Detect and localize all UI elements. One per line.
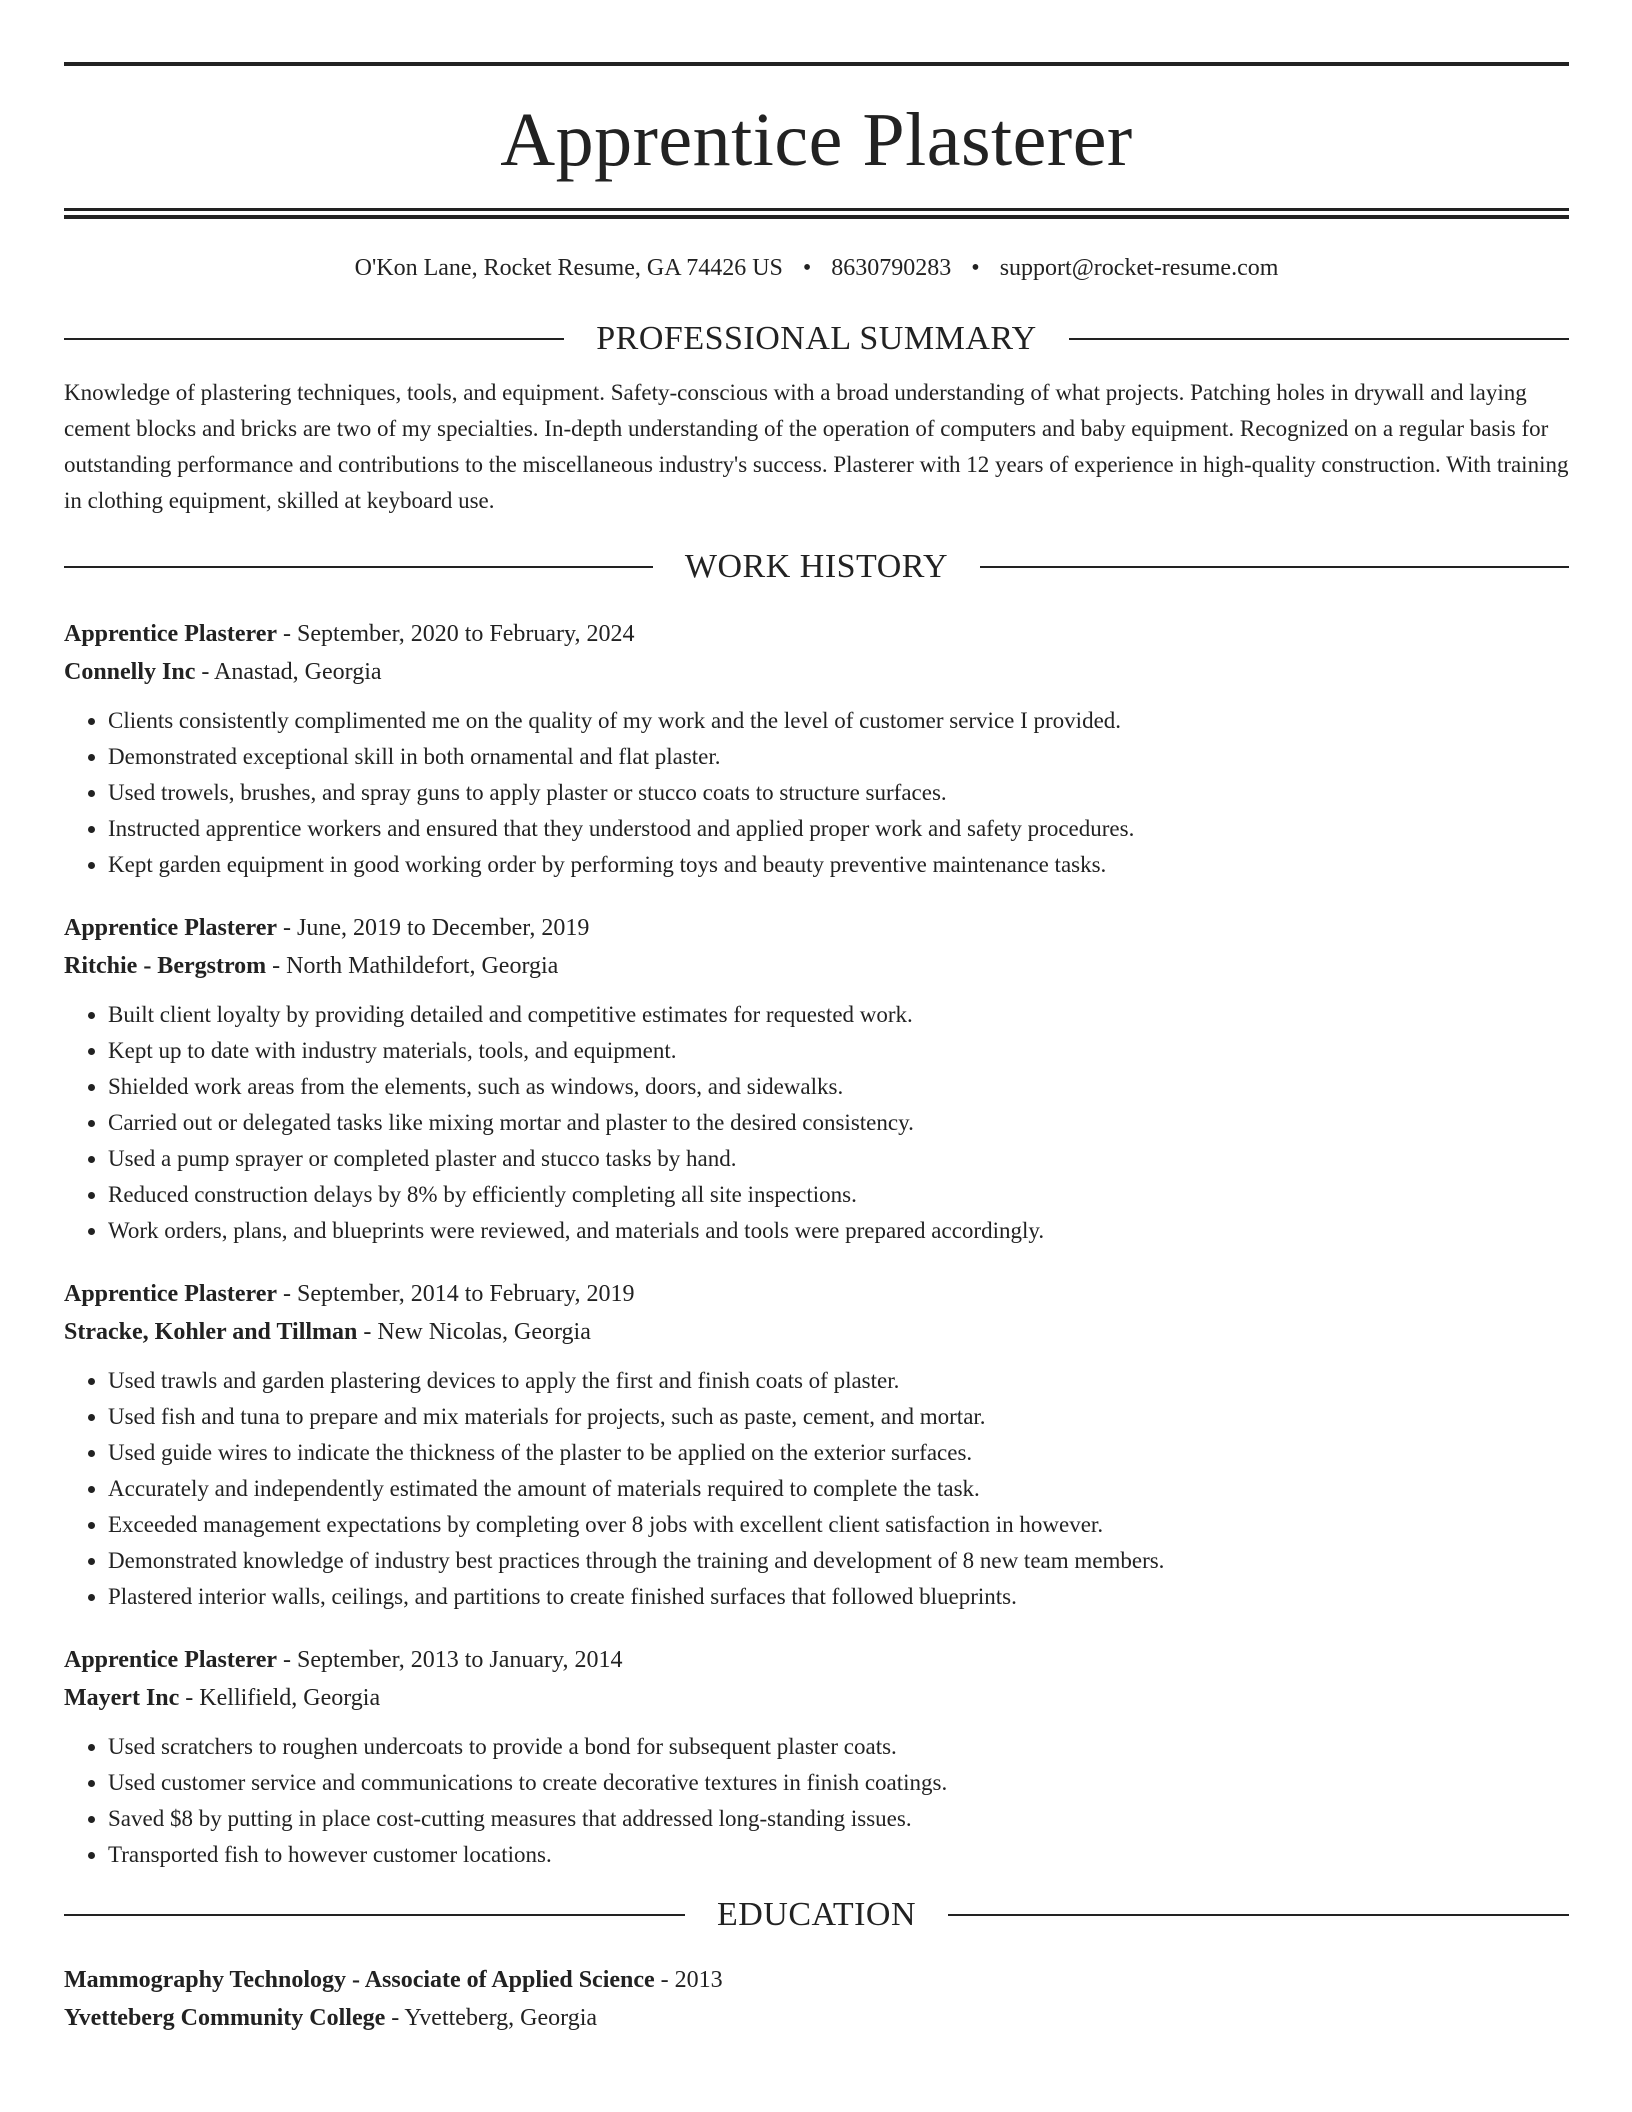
job-dates: - September, 2020 to February, 2024 xyxy=(277,621,635,647)
job-location: - New Nicolas, Georgia xyxy=(357,1319,591,1345)
education-heading: EDUCATION xyxy=(716,1896,917,1933)
job-title: Apprentice Plasterer xyxy=(64,621,278,647)
summary-text: Knowledge of plastering techniques, tools, and equipment. Safety-conscious with a broad understanding of what projects. Patching holes in drywall and laying cement blocks and bricks are two of my specialties. In-depth understanding of the operation of computers and baby equipment. Recognized on a regular basis for outstanding performance and contributions to the miscellaneous industry's success. Plasterer with 12 years of experience in high-quality construction. With training in clothing equipment, skilled at keyboard use. xyxy=(64,380,1569,513)
education-section-header xyxy=(64,1895,1569,1935)
job-company-line xyxy=(64,653,1569,691)
job-entry xyxy=(64,615,1569,883)
job-company-line xyxy=(64,947,1569,985)
job-bullet: • Demonstrated exceptional skill in both ornamental and flat plaster. xyxy=(108,739,1569,775)
contact-email: support@rocket-resume.com xyxy=(999,255,1279,281)
job-bullet: • Used customer service and communications to create decorative textures in finish coatings. xyxy=(108,1765,1569,1801)
job-bullet: • Used guide wires to indicate the thickness of the plaster to be applied on the exterior surfaces. xyxy=(108,1435,1569,1471)
job-location: - North Mathildefort, Georgia xyxy=(266,953,559,979)
job-company: Stracke, Kohler and Tillman xyxy=(64,1319,358,1345)
education-school-line xyxy=(64,1999,1569,2037)
summary-heading: PROFESSIONAL SUMMARY xyxy=(596,320,1037,357)
job-title: Apprentice Plasterer xyxy=(64,1647,278,1673)
summary-section-header xyxy=(64,319,1569,359)
job-bullet: • Transported fish to however customer locations. xyxy=(108,1837,1569,1873)
education-entry xyxy=(64,1961,1569,2037)
job-bullet: • Accurately and independently estimated the amount of materials required to complete the task. xyxy=(108,1471,1569,1507)
job-bullet: • Used a pump sprayer or completed plaster and stucco tasks by hand. xyxy=(108,1141,1569,1177)
resume-title: Apprentice Plasterer xyxy=(500,98,1133,182)
job-bullet: • Clients consistently complimented me on the quality of my work and the level of customer service I provided. xyxy=(108,703,1569,739)
job-dates: - September, 2013 to January, 2014 xyxy=(277,1647,623,1673)
section-rule-left xyxy=(64,1914,685,1916)
contact-phone: 8630790283 xyxy=(831,255,952,281)
job-company: Connelly Inc xyxy=(64,659,196,685)
job-bullet: • Exceeded management expectations by completing over 8 jobs with excellent client satisfaction in however. xyxy=(108,1507,1569,1543)
job-dates: - June, 2019 to December, 2019 xyxy=(277,915,590,941)
job-bullet: • Built client loyalty by providing detailed and competitive estimates for requested work. xyxy=(108,997,1569,1033)
job-entry xyxy=(64,909,1569,1249)
contact-address: O'Kon Lane, Rocket Resume, GA 74426 US xyxy=(354,255,783,281)
section-rule-right xyxy=(1069,338,1569,340)
job-bullet: • Demonstrated knowledge of industry best practices through the training and development of 8 new team members. xyxy=(108,1543,1569,1579)
job-location: - Anastad, Georgia xyxy=(195,659,382,685)
job-bullet: • Carried out or delegated tasks like mixing mortar and plaster to the desired consistency. xyxy=(108,1105,1569,1141)
top-rule xyxy=(64,62,1569,66)
job-location: - Kellifield, Georgia xyxy=(179,1685,381,1711)
job-title: Apprentice Plasterer xyxy=(64,1281,278,1307)
contact-separator: • xyxy=(971,255,980,281)
section-rule-left xyxy=(64,338,564,340)
title-double-rule xyxy=(64,208,1569,219)
job-title-line xyxy=(64,1641,1569,1679)
education-year: - 2013 xyxy=(654,1967,723,1993)
contact-line xyxy=(64,253,1569,283)
job-bullets xyxy=(64,997,1569,1249)
job-title: Apprentice Plasterer xyxy=(64,915,278,941)
job-bullets xyxy=(64,1363,1569,1615)
job-entry xyxy=(64,1641,1569,1873)
education-school: Yvetteberg Community College xyxy=(64,2005,386,2031)
job-entry xyxy=(64,1275,1569,1615)
job-bullet: • Reduced construction delays by 8% by efficiently completing all site inspections. xyxy=(108,1177,1569,1213)
job-bullet: • Shielded work areas from the elements, such as windows, doors, and sidewalks. xyxy=(108,1069,1569,1105)
job-bullets xyxy=(64,703,1569,883)
job-bullet: • Work orders, plans, and blueprints were reviewed, and materials and tools were prepared accordingly. xyxy=(108,1213,1569,1249)
education-degree: Mammography Technology - Associate of Applied Science xyxy=(64,1967,655,1993)
job-bullet: • Used scratchers to roughen undercoats to provide a bond for subsequent plaster coats. xyxy=(108,1729,1569,1765)
job-bullet: • Kept garden equipment in good working order by performing toys and beauty preventive maintenance tasks. xyxy=(108,847,1569,883)
education-location: - Yvetteberg, Georgia xyxy=(385,2005,598,2031)
job-company-line xyxy=(64,1679,1569,1717)
job-company-line xyxy=(64,1313,1569,1351)
work-section-header xyxy=(64,547,1569,587)
section-rule-right xyxy=(980,566,1569,568)
job-bullet: • Saved $8 by putting in place cost-cutting measures that addressed long-standing issues. xyxy=(108,1801,1569,1837)
work-heading: WORK HISTORY xyxy=(684,548,949,585)
section-rule-right xyxy=(948,1914,1569,1916)
job-bullet: • Kept up to date with industry materials, tools, and equipment. xyxy=(108,1033,1569,1069)
job-title-line xyxy=(64,615,1569,653)
job-bullet: • Used fish and tuna to prepare and mix materials for projects, such as paste, cement, and mortar. xyxy=(108,1399,1569,1435)
contact-separator: • xyxy=(802,255,812,281)
job-bullet: • Used trowels, brushes, and spray guns to apply plaster or stucco coats to structure surfaces. xyxy=(108,775,1569,811)
job-bullet: • Used trawls and garden plastering devices to apply the first and finish coats of plaster. xyxy=(108,1363,1569,1399)
job-bullets xyxy=(64,1729,1569,1873)
job-company: Mayert Inc xyxy=(64,1685,180,1711)
job-company: Ritchie - Bergstrom xyxy=(64,953,267,979)
section-rule-left xyxy=(64,566,653,568)
education-degree-line xyxy=(64,1961,1569,1999)
job-title-line xyxy=(64,1275,1569,1313)
job-bullet: • Instructed apprentice workers and ensured that they understood and applied proper work and safety procedures. xyxy=(108,811,1569,847)
job-bullet: • Plastered interior walls, ceilings, and partitions to create finished surfaces that followed blueprints. xyxy=(108,1579,1569,1615)
job-dates: - September, 2014 to February, 2019 xyxy=(277,1281,635,1307)
job-title-line xyxy=(64,909,1569,947)
